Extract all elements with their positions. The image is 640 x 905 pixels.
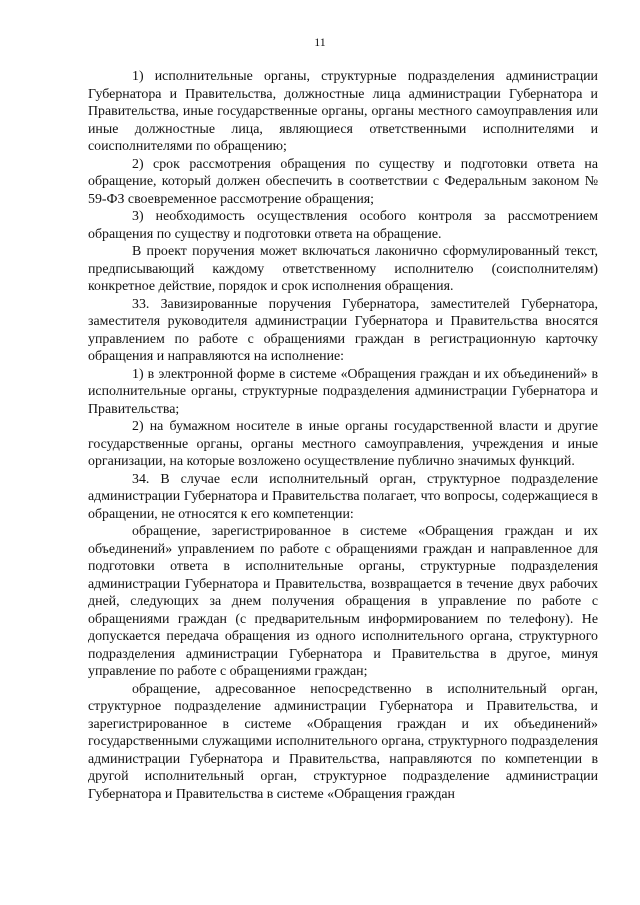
paragraph-project-text: В проект поручения может включаться лаконично сформулированный текст, предписывающий каждому ответственному исполнителю (соисполнителям) конкретное действие, порядок и срок исполнения обращения. bbox=[88, 244, 598, 294]
paragraph-item-2: 2) срок рассмотрения обращения по существу и подготовки ответа на обращение, который должен обеспечить в соответствии с Федеральным законом № 59-ФЗ своевременное рассмотрение обращения; bbox=[88, 156, 598, 207]
paragraph-34-return-rule: обращение, зарегистрированное в системе «Обращения граждан и их объединений» управлением по работе с обращениями граждан и направленное для подготовки ответа в исполнительные органы, структурные подразделения администрации Губернатора и Правительства, возвращается в течение двух рабочих дней, следующих за днем получения обращения в управление по работе с обращениями граждан (с предварительным информированием по телефону). Не допускается передача обращения из одного исполнительного органа, структурного подразделения администрации Губернатора и Правительства в другое, минуя управление по работе с обращениями граждан; bbox=[88, 524, 598, 679]
paragraph-item-3: 3) необходимость осуществления особого контроля за рассмотрением обращения по существу и подготовки ответа на обращение. bbox=[88, 209, 598, 242]
paragraph-section-33: 33. Завизированные поручения Губернатора, заместителей Губернатора, заместителя руководителя администрации Губернатора и Правительства вносятся управлением по работе с обращениями граждан в регистрационную карточку обращения и направляются на исполнение: bbox=[88, 296, 598, 364]
paragraph-item-1: 1) исполнительные органы, структурные подразделения администрации Губернатора и Правительства, должностные лица администрации Губернатора и Правительства, иные государственные органы, органы местного самоуправления или иные должностные лица, являющиеся ответственными исполнителями и соисполнителями по обращению; bbox=[88, 69, 598, 154]
document-body bbox=[88, 68, 598, 803]
paragraph-33-item-2: 2) на бумажном носителе в иные органы государственной власти и другие государственные органы, органы местного самоуправления, учреждения и иные организации, на которые возложено осуществление публично значимых функций. bbox=[88, 419, 598, 469]
page-number: 11 bbox=[314, 35, 326, 49]
paragraph-section-34: 34. В случае если исполнительный орган, структурное подразделение администрации Губернатора и Правительства полагает, что вопросы, содержащиеся в обращении, не относятся к его компетенции: bbox=[88, 471, 598, 522]
paragraph-33-item-1: 1) в электронной форме в системе «Обращения граждан и их объединений» в исполнительные органы, структурные подразделения администрации Губернатора и Правительства; bbox=[88, 366, 598, 417]
paragraph-34-direct-address-rule: обращение, адресованное непосредственно в исполнительный орган, структурное подразделение администрации Губернатора и Правительства, и зарегистрированное в системе «Обращения граждан и их объединений» государственными служащими исполнительного органа, структурного подразделения администрации Губернатора и Правительства, направляются по компетенции в другой исполнительный орган, структурное подразделение администрации Губернатора и Правительства в системе «Обращения граждан bbox=[88, 681, 598, 802]
